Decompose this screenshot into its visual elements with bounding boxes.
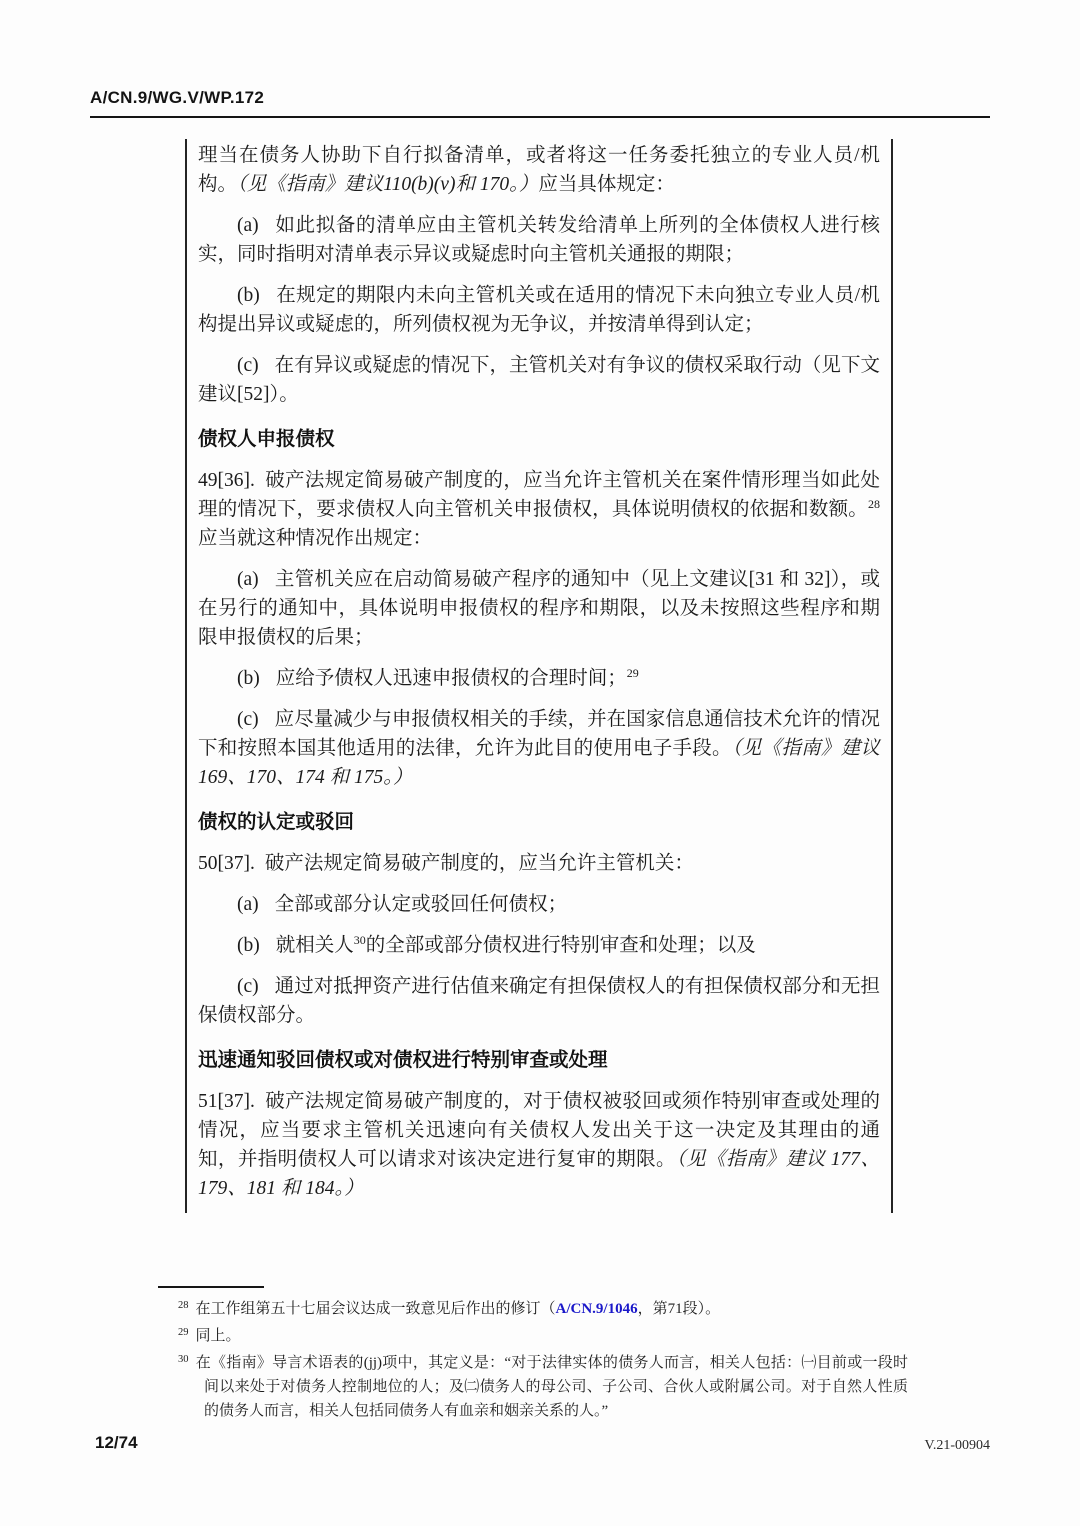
- paragraph-text: 破产法规定简易破产制度的，应当允许主管机关：: [264, 853, 694, 874]
- subparagraph-label: (a): [237, 215, 259, 236]
- subparagraph-c: [198, 351, 880, 409]
- paragraph-number: 51[37].: [198, 1091, 255, 1112]
- footnote-reference-30: 30: [353, 933, 366, 947]
- footnote-text: 在《指南》导言术语表的(jj)项中，其定义是：“对于法律实体的债务人而言，相关人包括：㈠目前或一段时间以来处于对债务人控制地位的人；及㈡债务人的母公司、子公司、合伙人或附属公司。对于自然人性质的债务人而言，相关人包括同债务人有血亲和姻亲关系的人。”: [195, 1355, 908, 1419]
- footnote-separator: [158, 1286, 264, 1288]
- footnote-number: 29: [178, 1327, 189, 1338]
- subparagraph-a: [198, 211, 880, 269]
- paragraph-text: 在有异议或疑虑的情况下，主管机关对有争议的债权采取行动（见下文建议[52]）。: [198, 355, 880, 405]
- footnote-reference-29: 29: [626, 666, 639, 680]
- doc-symbol: A/CN.9/WG.V/WP.172: [90, 88, 265, 107]
- paragraph-text: 就相关人: [275, 935, 354, 956]
- paragraph-text: 的全部或部分债权进行特别审查和处理；以及: [365, 935, 756, 956]
- subparagraph-49b: [198, 664, 880, 693]
- paragraph-50: [198, 849, 880, 878]
- paragraph-51: [198, 1087, 880, 1203]
- guide-reference: （见《指南》建议 169、170、174 和 175。）: [198, 738, 880, 788]
- subparagraph-label: (c): [237, 709, 259, 730]
- section-heading-claims-admission: 债权的认定或驳回: [198, 811, 355, 833]
- guide-reference: （见《指南》建议 177、179、181 和 184。）: [198, 1149, 880, 1199]
- guide-reference: （见《指南》建议110(b)(v)和 170。）: [237, 174, 539, 195]
- subparagraph-label: (b): [237, 285, 260, 306]
- footnote-reference-28: 28: [868, 497, 880, 511]
- footnotes-section: [178, 1286, 908, 1426]
- paragraph-text: 应尽量减少与申报债权相关的手续，并在国家信息通信技术允许的情况下和按照本国其他适用的法律，允许为此目的使用电子手段。: [198, 709, 880, 759]
- subparagraph-49a: [198, 565, 880, 652]
- footnote-29: [178, 1324, 908, 1348]
- paragraph-49: [198, 466, 880, 553]
- paragraph-text: 应当具体规定：: [538, 174, 675, 195]
- footnote-number: 30: [178, 1354, 189, 1365]
- paragraph-text: 在规定的期限内未向主管机关或在适用的情况下未向独立专业人员/机构提出异议或疑虑的，所列债权视为无争议，并按清单得到认定；: [198, 285, 880, 335]
- section-heading-claims-submission: 债权人申报债权: [198, 428, 335, 450]
- document-link-acn9-1046[interactable]: A/CN.9/1046: [555, 1301, 638, 1317]
- subparagraph-50a: [198, 890, 880, 919]
- paragraph-text: 全部或部分认定或驳回任何债权；: [274, 894, 568, 915]
- paragraph-intro: [198, 141, 880, 199]
- paragraph-text: 应给予债权人迅速申报债权的合理时间；: [275, 668, 627, 689]
- footnote-number: 28: [178, 1300, 189, 1311]
- paragraph-text: 主管机关应在启动简易破产程序的通知中（见上文建议[31 和 32]），或在另行的通知中，具体说明申报债权的程序和期限，以及未按照这些程序和期限申报债权的后果；: [198, 569, 880, 648]
- paragraph-number: 49[36].: [198, 470, 255, 491]
- paragraph-text: 破产法规定简易破产制度的，对于债权被驳回或须作特别审查或处理的情况，应当要求主管机关迅速向有关债权人发出关于这一决定及其理由的通知，并指明债权人可以请求对该决定进行复审的期限。: [198, 1091, 880, 1170]
- footnote-text: ，第71段）。: [637, 1301, 721, 1317]
- subparagraph-label: (a): [237, 569, 259, 590]
- footnote-text: 同上。: [195, 1328, 241, 1344]
- subparagraph-50b: [198, 931, 880, 960]
- subparagraph-49c: [198, 705, 880, 792]
- subparagraph-label: (c): [237, 355, 259, 376]
- subparagraph-label: (b): [237, 935, 260, 956]
- section-heading-prompt-notice: 迅速通知驳回债权或对债权进行特别审查或处理: [198, 1049, 608, 1071]
- footnote-28: [178, 1297, 908, 1321]
- subparagraph-label: (c): [237, 976, 259, 997]
- footnote-text: 在工作组第五十七届会议达成一致意见后作出的修订（: [195, 1301, 556, 1317]
- revision-marked-block: [185, 139, 893, 1213]
- header-rule: [90, 116, 990, 118]
- paragraph-text: 理当在债务人协助下自行拟备清单，或者将这一任务委托独立的专业人员/机构。: [198, 145, 880, 195]
- subparagraph-label: (b): [237, 668, 260, 689]
- paragraph-number: 50[37].: [198, 853, 255, 874]
- paragraph-text: 破产法规定简易破产制度的，应当允许主管机关在案件情形理当如此处理的情况下，要求债权人向主管机关申报债权，具体说明债权的依据和数额。: [198, 470, 880, 520]
- paragraph-text: 如此拟备的清单应由主管机关转发给清单上所列的全体债权人进行核实，同时指明对清单表示异议或疑虑时向主管机关通报的期限；: [198, 215, 880, 265]
- paragraph-text: 应当就这种情况作出规定：: [198, 528, 433, 549]
- subparagraph-50c: [198, 972, 880, 1030]
- footnote-30: [178, 1351, 908, 1423]
- subparagraph-label: (a): [237, 894, 259, 915]
- subparagraph-b: [198, 281, 880, 339]
- document-id: V.21-00904: [924, 1438, 990, 1453]
- paragraph-text: 通过对抵押资产进行估值来确定有担保债权人的有担保债权部分和无担保债权部分。: [198, 976, 880, 1026]
- page-number: 12/74: [95, 1433, 138, 1452]
